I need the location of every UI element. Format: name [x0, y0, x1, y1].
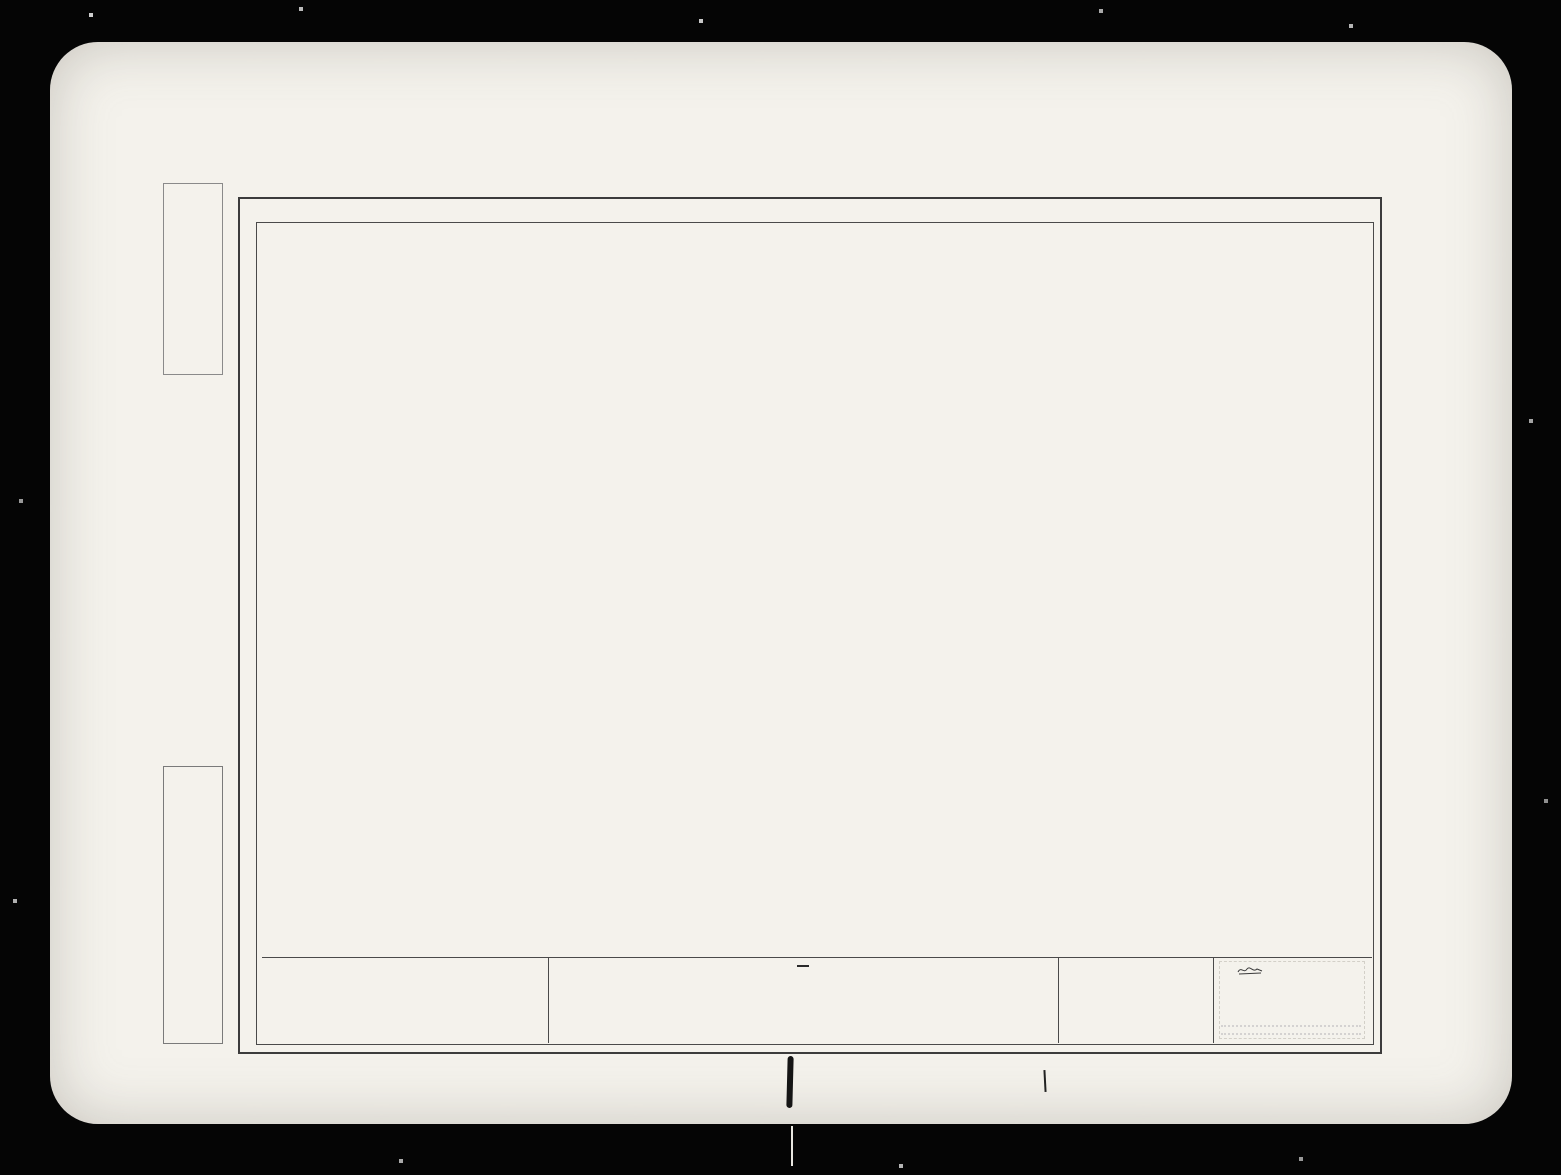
faded-stamp — [1221, 1025, 1361, 1035]
title-strip-top-line — [262, 957, 1372, 958]
drawing-no-panel — [1063, 961, 1209, 975]
panel-divider — [1058, 957, 1059, 1043]
film-scratch — [791, 1126, 793, 1166]
date-of-photography-box — [163, 183, 223, 375]
reduction-ruler — [158, 400, 236, 765]
title-panel — [548, 963, 1058, 980]
film-speckles — [0, 0, 2, 2]
drawing-title — [797, 963, 809, 967]
drawing-inner-border — [256, 222, 1374, 1045]
sheet-no-panel — [1213, 959, 1372, 975]
organisation-panel — [262, 963, 548, 968]
note-box — [163, 766, 223, 1044]
